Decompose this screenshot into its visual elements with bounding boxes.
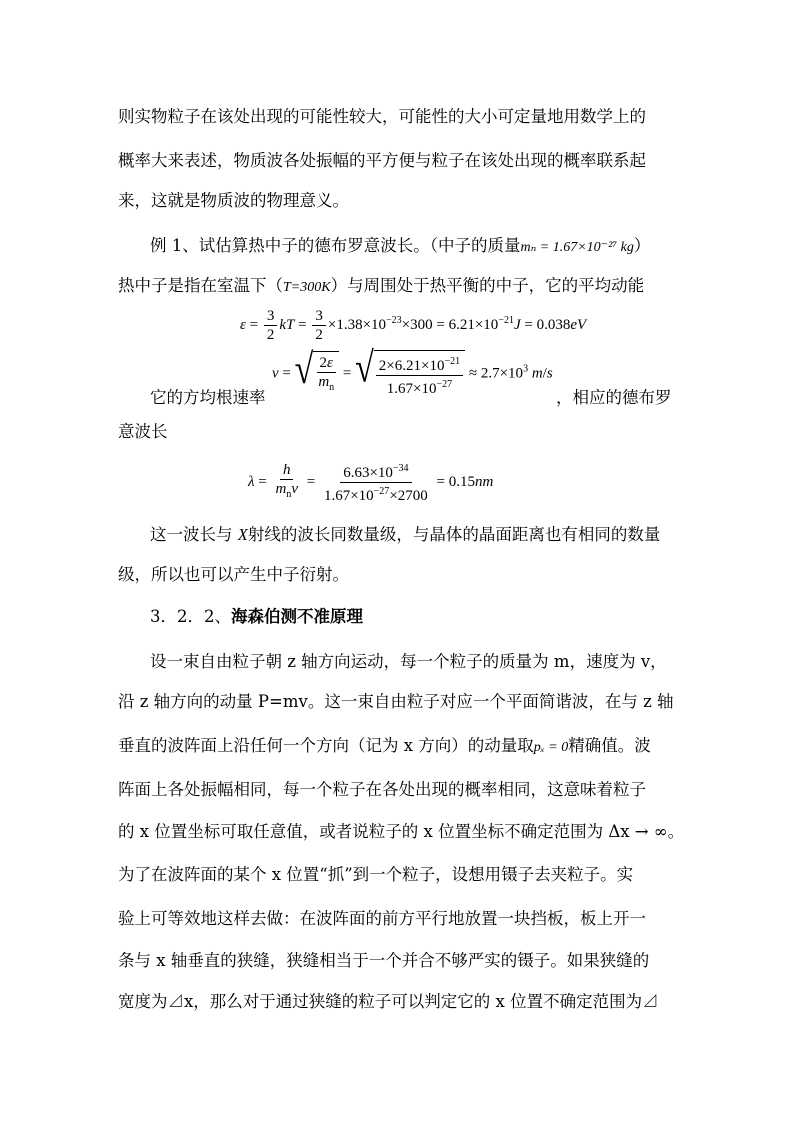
energy-equation: ε = $\frac{3}{2}$ kT = $\frac{3}{2}$ $\times 1.38\times 10^{-23}\times 300 = 6.21\times 10^{-21}J = 0.038eV$ (240, 308, 587, 343)
paragraph-line: 宽度为⊿x，那么对于通过狭缝的粒子可以判定它的 x 位置不确定范围为⊿ (118, 992, 659, 1011)
speed-label: 它的方均根速率 (150, 388, 266, 407)
text-span: 射线的波长同数量级，与晶体的晶面距离也有相同的数量 (247, 525, 661, 544)
mass-close: ） (633, 236, 651, 255)
wavelength-equation: λ = $\frac{h}{m_nv}$ = $\frac{6.63\times 10^{-34}}{1.67\times 10^{-27}\times 2700}$ = 0.15nm (248, 462, 494, 504)
text-span: 这一波长与 (150, 525, 238, 544)
temperature-value: T=300K (283, 280, 331, 295)
paragraph-line: 条与 x 轴垂直的狭缝，狭缝相当于一个并合不够严实的镊子。如果狭缝的 (118, 951, 650, 970)
paragraph-line (150, 525, 660, 545)
paragraph-line: 则实物粒子在该处出现的可能性较大，可能性的大小可定量地用数学上的 (118, 107, 646, 126)
paragraph-line (118, 736, 651, 758)
paragraph-line: 概率大来表述，物质波各处振幅的平方便与粒子在该处出现的概率联系起 (118, 151, 646, 170)
neutron-mass-expr: mₙ = 1.67×10⁻²⁷ kg (520, 240, 634, 255)
paragraph-line (118, 276, 644, 298)
text-span: 精确值。波 (568, 736, 651, 755)
momentum-expr: pₓ = 0 (533, 740, 569, 755)
paragraph-line: 的 x 位置坐标可取任意值，或者说粒子的 x 位置坐标不确定范围为 Δx → ∞。 (118, 822, 685, 841)
paragraph-line: 阵面上各处振幅相同，每一个粒子在各处出现的概率相同，这意味着粒子 (118, 780, 646, 799)
speed-tail: ，相应的德布罗 (556, 388, 672, 407)
paragraph-line: 来，这就是物质波的物理意义。 (118, 191, 349, 210)
section-number: 3．2．2、 (150, 607, 231, 626)
example-intro-line (150, 236, 650, 258)
section-title: 海森伯测不准原理 (231, 607, 363, 626)
wavelength-label: 意波长 (118, 422, 168, 441)
text-span: ）与周围处于热平衡的中子，它的平均动能 (330, 276, 645, 295)
text-span: 垂直的波阵面上沿任何一个方向（记为 x 方向）的动量取 (118, 736, 534, 755)
speed-equation: v = √ $\frac{2\varepsilon}{m_n}$ = √ $\frac{2\times 6.21\times 10^{-21}}{1.67\times 10^{-27}}$ ≈ $2.7\times 10^3$ m/s (272, 345, 553, 397)
paragraph-line: 为了在波阵面的某个 x 位置“抓”到一个粒子，设想用镊子去夹粒子。实 (118, 865, 634, 884)
section-heading (150, 607, 363, 627)
paragraph-line: 级，所以也可以产生中子衍射。 (118, 565, 349, 584)
paragraph-line: 沿 z 轴方向的动量 P=mv。这一束自由粒子对应一个平面简谐波，在与 z 轴 (118, 692, 674, 711)
paragraph-line: 设一束自由粒子朝 z 轴方向运动，每一个粒子的质量为 m，速度为 v， (150, 652, 667, 671)
example-intro: 例 1、试估算热中子的德布罗意波长。（中子的质量 (150, 236, 521, 255)
x-ray-symbol: X (237, 525, 248, 544)
text-span: 热中子是指在室温下（ (118, 276, 283, 295)
paragraph-line: 验上可等效地这样去做：在波阵面的前方平行地放置一块挡板，板上开一 (118, 909, 646, 928)
